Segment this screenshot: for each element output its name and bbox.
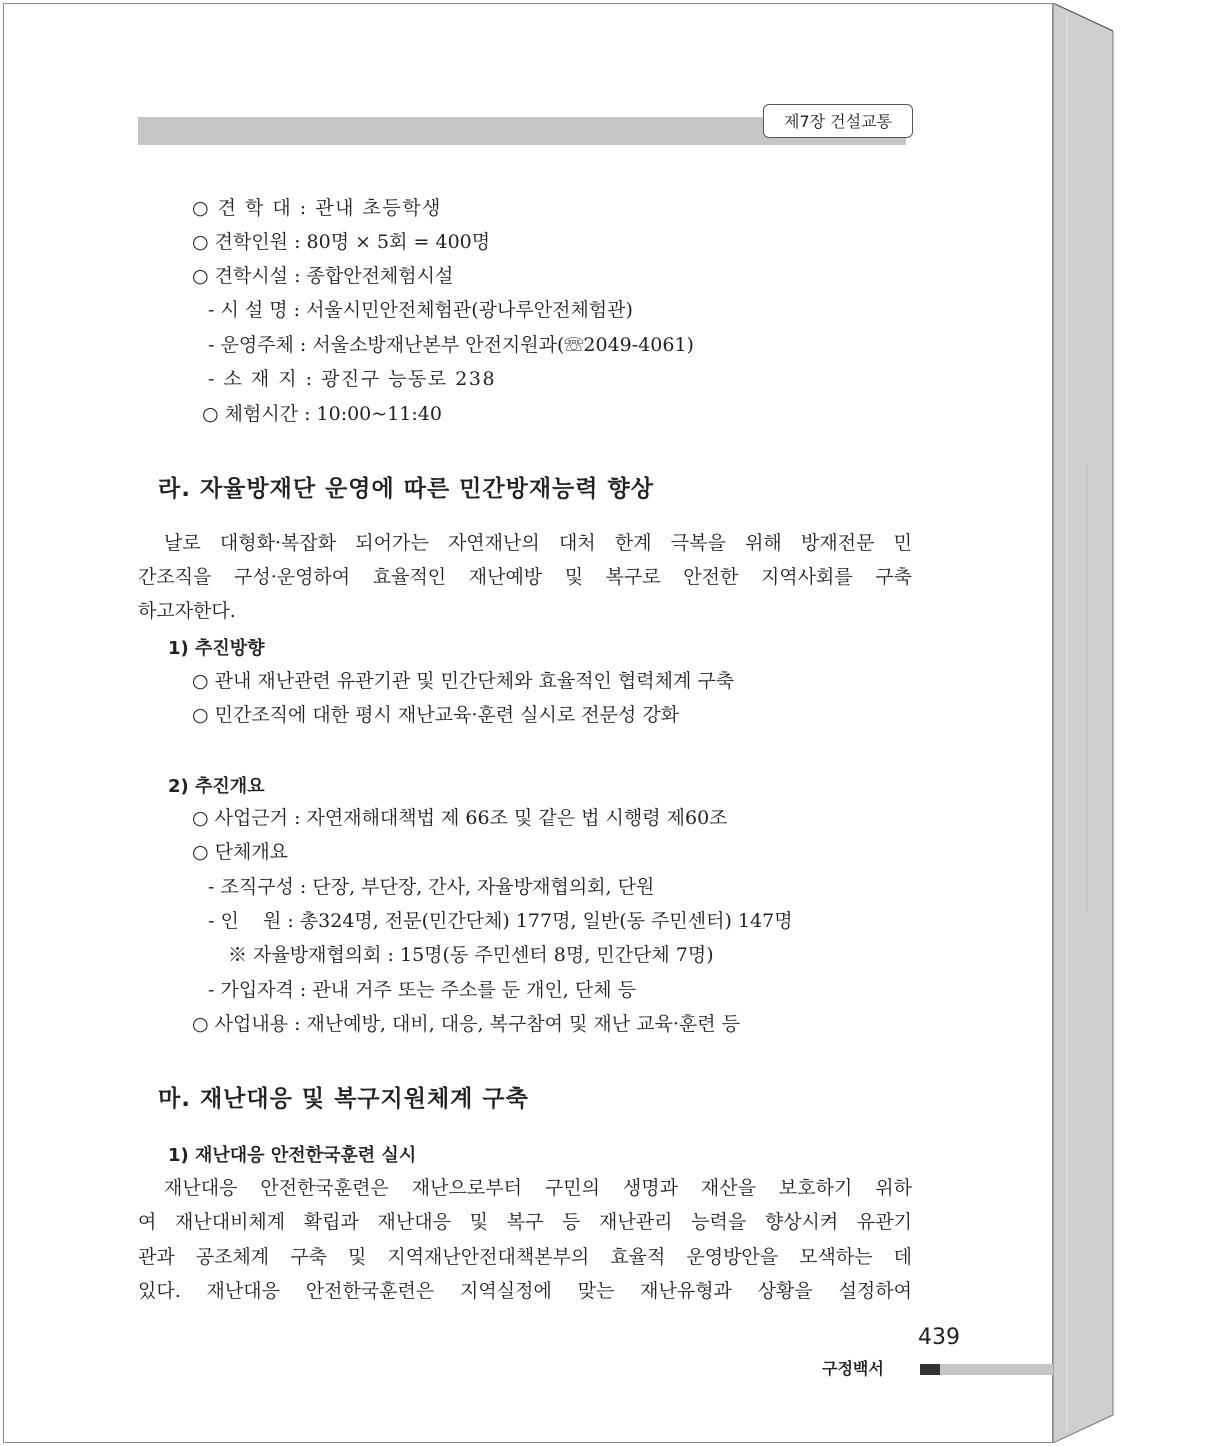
ma-drill-line-3: 관과 공조체계 구축 및 지역재난안전대책본부의 효율적 운영방안을 모색하는 데 xyxy=(138,1246,912,1268)
ma-drill-title: 1) 재난대응 안전한국훈련 실시 xyxy=(168,1145,417,1166)
visit-facility-name: - 시 설 명 : 서울시민안전체험관(광나루안전체험관) xyxy=(208,299,633,321)
page-stack-edge xyxy=(1053,3,1115,1443)
page-number: 439 xyxy=(918,1325,960,1350)
ra-direction-item-1: ○ 관내 재난관련 유관기관 및 민간단체와 효율적인 협력체계 구축 xyxy=(192,670,735,692)
chapter-tab: 제7장 건설교통 xyxy=(763,104,913,138)
visit-facility: ○ 견학시설 : 종합안전체험시설 xyxy=(192,265,454,287)
ra-overview-qualification: - 가입자격 : 관내 거주 또는 주소를 둔 개인, 단체 등 xyxy=(208,979,636,1001)
section-title-ma: 마. 재난대응 및 복구지원체계 구축 xyxy=(158,1086,529,1112)
ra-intro-line-2: 간조직을 구성·운영하여 효율적인 재난예방 및 복구로 안전한 지역사회를 구축 xyxy=(138,566,912,588)
ra-intro-line-1: 날로 대형화·복잡화 되어가는 자연재난의 대처 한계 극복을 위해 방재전문 민 xyxy=(164,532,912,554)
ma-drill-line-1: 재난대응 안전한국훈련은 재난으로부터 구민의 생명과 재산을 보호하기 위하 xyxy=(164,1177,912,1199)
ra-overview-members: - 인 원 : 총324명, 전문(민간단체) 177명, 일반(동 주민센터) 147명 xyxy=(208,910,793,932)
ra-direction-title: 1) 추진방향 xyxy=(168,638,265,659)
ra-overview-basis: ○ 사업근거 : 자연재해대책법 제 66조 및 같은 법 시행령 제60조 xyxy=(192,807,728,829)
ma-drill-line-4: 있다. 재난대응 안전한국훈련은 지역실정에 맞는 재난유형과 상황을 설정하여 xyxy=(138,1280,912,1302)
visit-location: - 소 재 지 : 광진구 능동로 238 xyxy=(208,368,497,390)
ra-overview-org: - 조직구성 : 단장, 부단장, 간사, 자율방재협의회, 단원 xyxy=(208,876,655,898)
visit-count: ○ 견학인원 : 80명 × 5회 = 400명 xyxy=(192,231,491,253)
footer-bar xyxy=(940,1364,1053,1375)
visit-operator: - 운영주체 : 서울소방재난본부 안전지원과(☏2049-4061) xyxy=(208,334,694,356)
visit-target: ○ 견 학 대 : 관내 초등학생 xyxy=(192,197,442,219)
section-title-ra: 라. 자율방재단 운영에 따른 민간방재능력 향상 xyxy=(158,476,654,502)
ra-overview-note: ※ 자율방재협의회 : 15명(동 주민센터 8명, 민간단체 7명) xyxy=(228,944,714,966)
footer-bar-accent xyxy=(920,1364,940,1375)
ra-overview-content: ○ 사업내용 : 재난예방, 대비, 대응, 복구참여 및 재난 교육·훈련 등 xyxy=(192,1013,741,1035)
ra-overview-group: ○ 단체개요 xyxy=(192,841,289,863)
ra-direction-item-2: ○ 민간조직에 대한 평시 재난교육·훈련 실시로 전문성 강화 xyxy=(192,704,680,726)
ra-intro-line-3: 하고자한다. xyxy=(138,600,236,622)
footer-book-title: 구정백서 xyxy=(822,1359,884,1378)
ma-drill-line-2: 여 재난대비체계 확립과 재난대응 및 복구 등 재난관리 능력을 향상시켜 유관기 xyxy=(138,1211,912,1233)
ra-overview-title: 2) 추진개요 xyxy=(168,776,265,797)
visit-time: ○ 체험시간 : 10:00~11:40 xyxy=(202,403,442,425)
